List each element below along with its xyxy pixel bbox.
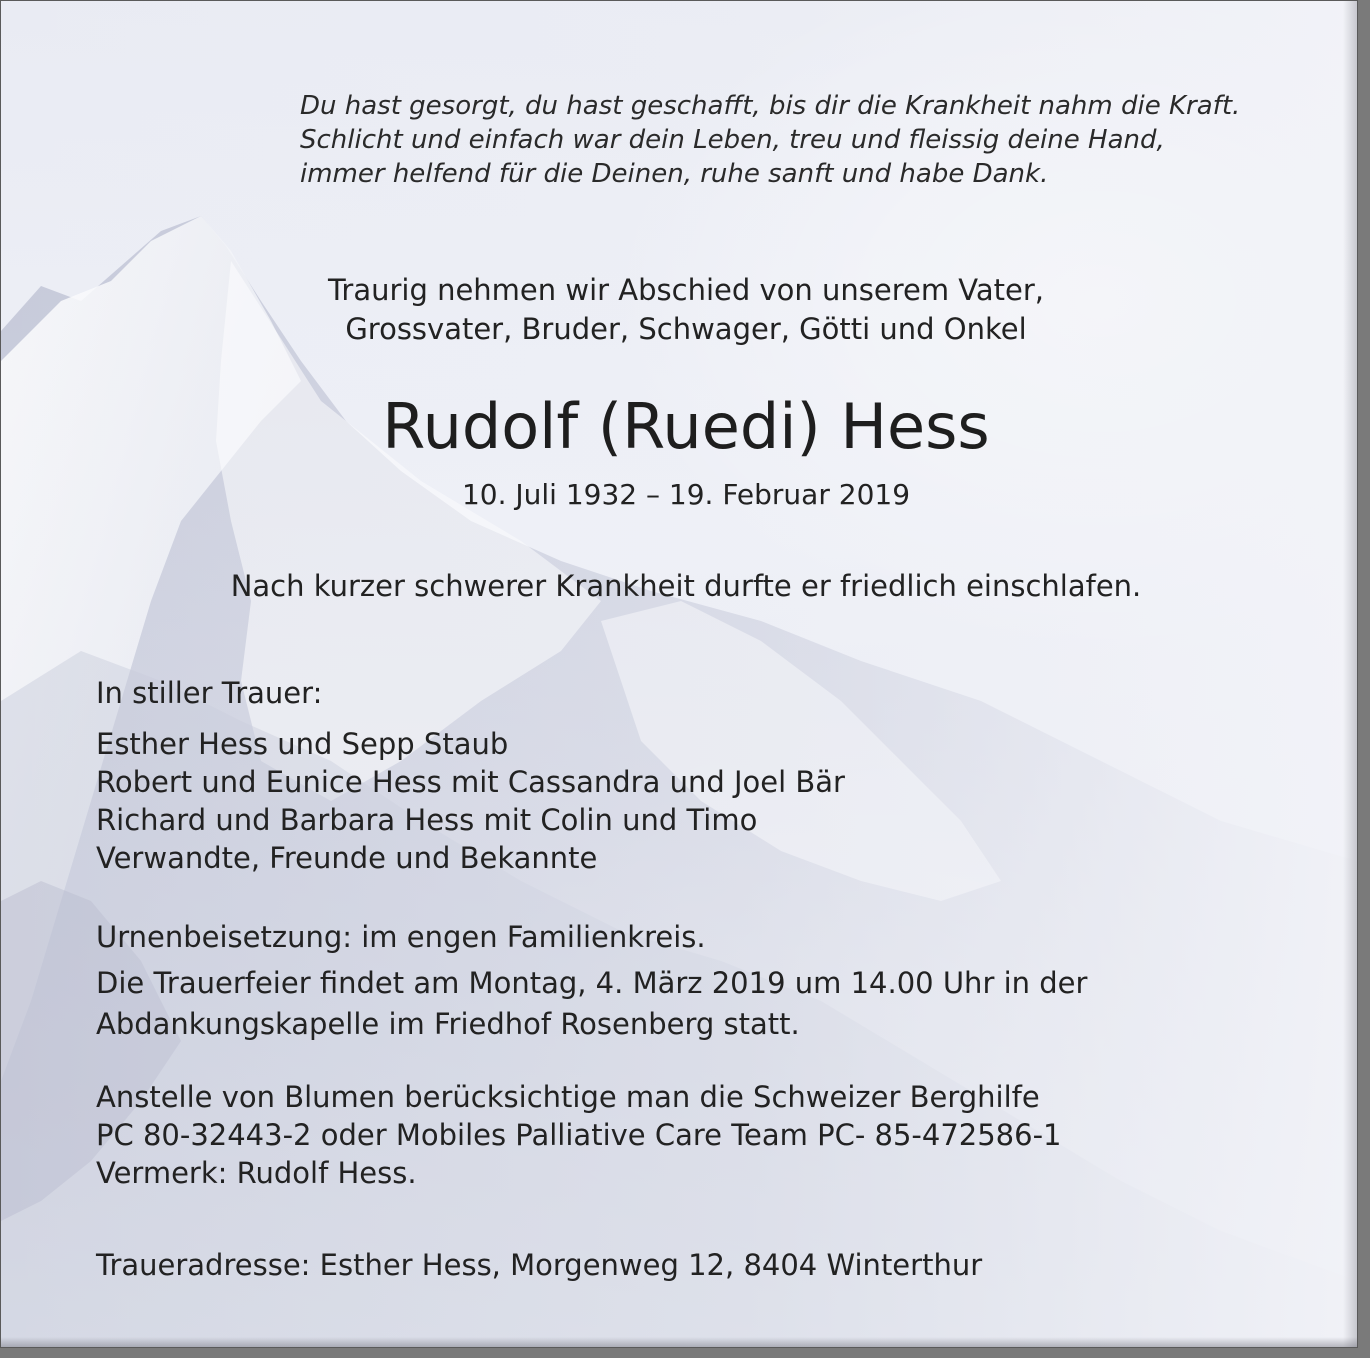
- deceased-name: Rudolf (Ruedi) Hess: [382, 390, 990, 463]
- mourning-address: Traueradresse: Esther Hess, Morgenweg 12, 8404 Winterthur: [96, 1248, 983, 1282]
- mourner-line: Richard und Barbara Hess mit Colin und Timo: [96, 803, 758, 837]
- verse: [300, 89, 1240, 191]
- donation-line: Anstelle von Blumen berücksichtige man die Schweizer Berghilfe: [96, 1080, 1040, 1114]
- mourner-line: Robert und Eunice Hess mit Cassandra und Joel Bär: [96, 765, 845, 799]
- verse-line: immer helfend für die Deinen, ruhe sanft und habe Dank.: [300, 159, 1049, 189]
- life-dates: 10. Juli 1932 – 19. Februar 2019: [461, 478, 911, 511]
- edge-shadow: [1343, 1, 1357, 1347]
- urn-burial-note: Urnenbeisetzung: im engen Familienkreis.: [96, 920, 706, 954]
- verse-line: Du hast gesorgt, du hast geschafft, bis dir die Krankheit nahm die Kraft.: [300, 91, 1241, 121]
- donation-line: Vermerk: Rudolf Hess.: [96, 1156, 417, 1190]
- donation-line: PC 80-32443-2 oder Mobiles Palliative Care Team PC- 85-472586-1: [96, 1118, 1062, 1152]
- ceremony-line: Die Trauerfeier findet am Montag, 4. März 2019 um 14.00 Uhr in der: [96, 966, 1088, 1000]
- intro-line: Grossvater, Bruder, Schwager, Götti und Onkel: [345, 312, 1027, 346]
- ceremony-info: [96, 963, 1087, 1045]
- verse-line: Schlicht und einfach war dein Leben, treu und fleissig deine Hand,: [300, 125, 1165, 155]
- mourner-line: Esther Hess und Sepp Staub: [96, 727, 509, 761]
- passing-statement: Nach kurzer schwerer Krankheit durfte er friedlich einschlafen.: [230, 569, 1142, 603]
- mourners-list: [96, 725, 845, 877]
- mourning-heading: In stiller Trauer:: [96, 676, 323, 710]
- intro-text: [1, 271, 1358, 349]
- edge-shadow: [1, 1337, 1357, 1347]
- ceremony-line: Abdankungskapelle im Friedhof Rosenberg statt.: [96, 1007, 800, 1041]
- donation-info: [96, 1078, 1061, 1192]
- intro-line: Traurig nehmen wir Abschied von unserem Vater,: [327, 273, 1045, 307]
- mourner-line: Verwandte, Freunde und Bekannte: [96, 841, 598, 875]
